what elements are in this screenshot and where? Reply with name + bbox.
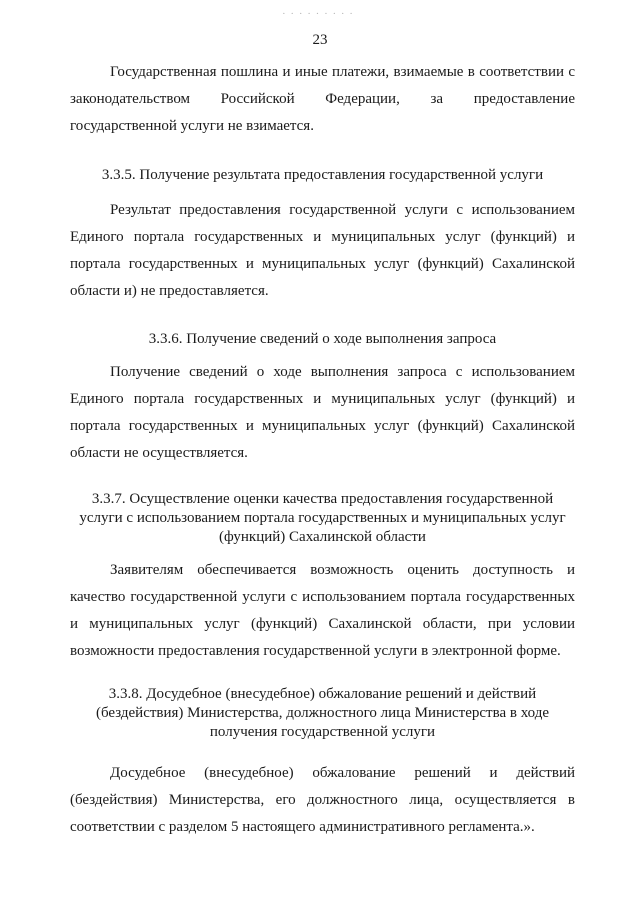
paragraph-line: (бездействия) Министерства, его должностного лица, осуществляется в <box>70 792 575 808</box>
heading-line: 3.3.8. Досудебное (внесудебное) обжалование решений и действий <box>108 686 537 702</box>
section-heading-3-3-8 <box>70 685 575 742</box>
section-heading-3-3-6 <box>70 330 575 349</box>
heading-line: 3.3.6. Получение сведений о ходе выполнения запроса <box>148 331 497 347</box>
heading-line: 3.3.5. Получение результата предоставления государственной услуги <box>101 167 544 183</box>
paragraph-line: Единого портала государственных и муниципальных услуг (функций) и <box>70 229 575 245</box>
section-heading-3-3-5 <box>70 166 575 185</box>
paragraph-quality <box>70 557 575 665</box>
heading-line: услуги с использованием портала государственных и муниципальных услуг <box>79 510 566 526</box>
heading-line: (функций) Сахалинской области <box>219 529 426 545</box>
paragraph-status <box>70 359 575 467</box>
page-number: 23 <box>312 32 328 48</box>
paragraph-line: и муниципальных услуг (функций) Сахалинской области, при условии <box>70 616 575 632</box>
heading-line: 3.3.7. Осуществление оценки качества предоставления государственной <box>91 491 554 507</box>
paragraph-line: Заявителям обеспечивается возможность оценить доступность и <box>110 562 575 578</box>
paragraph-line: Результат предоставления государственной услуги с использованием <box>110 202 575 218</box>
paragraph-line: соответствии с разделом 5 настоящего административного регламента.». <box>70 819 535 835</box>
paragraph-line: Получение сведений о ходе выполнения запроса с использованием <box>110 364 575 380</box>
faint-header-mark: · · · · · · · · · <box>282 8 354 20</box>
paragraph-line: качество государственной услуги с использованием портала государственных <box>70 589 575 605</box>
paragraph-fee <box>70 59 575 140</box>
paragraph-line: области и) не предоставляется. <box>70 283 269 299</box>
paragraph-line: Досудебное (внесудебное) обжалование решений и действий <box>110 765 575 781</box>
paragraph-line: Единого портала государственных и муниципальных услуг (функций) и <box>70 391 575 407</box>
heading-line: получения государственной услуги <box>209 724 436 740</box>
paragraph-line: возможности предоставления государственной услуги в электронной форме. <box>70 643 561 659</box>
paragraph-line: законодательством Российской Федерации, за предоставление <box>70 91 575 107</box>
paragraph-line: портала государственных и муниципальных услуг (функций) Сахалинской <box>70 418 575 434</box>
section-heading-3-3-7 <box>70 490 575 547</box>
paragraph-result <box>70 197 575 305</box>
heading-line: (бездействия) Министерства, должностного лица Министерства в ходе <box>95 705 550 721</box>
paragraph-line: Государственная пошлина и иные платежи, взимаемые в соответствии с <box>110 64 575 80</box>
paragraph-appeal <box>70 760 575 841</box>
paragraph-line: области не осуществляется. <box>70 445 248 461</box>
paragraph-line: государственной услуги не взимается. <box>70 118 314 134</box>
paragraph-line: портала государственных и муниципальных услуг (функций) Сахалинской <box>70 256 575 272</box>
